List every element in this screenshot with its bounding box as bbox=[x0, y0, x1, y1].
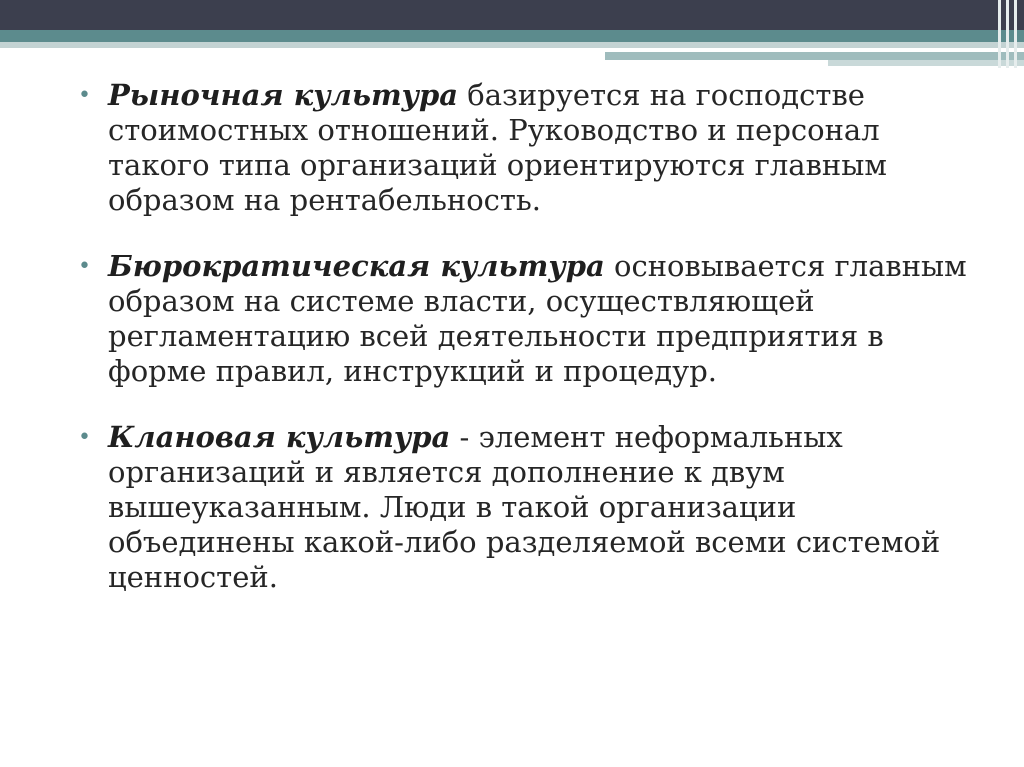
header-band-teal bbox=[0, 30, 1024, 42]
list-item-market-culture bbox=[78, 78, 988, 218]
header-vertical-strip bbox=[1006, 0, 1009, 68]
header-band-dark bbox=[0, 0, 1024, 30]
header-band-tail bbox=[605, 52, 1024, 60]
header-band-tail-light bbox=[828, 60, 1024, 66]
term-clan-culture: Клановая культура bbox=[108, 420, 451, 454]
description-clan-culture: - элемент неформальных организаций и является дополнение к двум вышеуказанным. Люди в такой организации объединены какой-либо разделяемой всеми системой ценностей. bbox=[108, 420, 941, 594]
bullet-icon: • bbox=[78, 425, 91, 450]
term-market-culture: Рыночная культура bbox=[108, 78, 459, 112]
header-vertical-strip bbox=[1014, 0, 1017, 68]
term-bureaucratic-culture: Бюрократическая культура bbox=[108, 249, 605, 283]
bullet-icon: • bbox=[78, 254, 91, 279]
slide-body bbox=[78, 78, 988, 626]
bullet-icon: • bbox=[78, 83, 91, 108]
description-bureaucratic-culture: основывается главным образом на системе власти, осуществляющей регламентацию всей деятельности предприятия в форме правил, инструкций и процедур. bbox=[108, 249, 967, 388]
list-item-clan-culture bbox=[78, 420, 988, 595]
header-vertical-strip bbox=[998, 0, 1001, 68]
list-item-bureaucratic-culture bbox=[78, 249, 988, 389]
description-market-culture: базируется на господстве стоимостных отношений. Руководство и персонал такого типа организаций ориентируются главным образом на рентабельность. bbox=[108, 78, 887, 217]
